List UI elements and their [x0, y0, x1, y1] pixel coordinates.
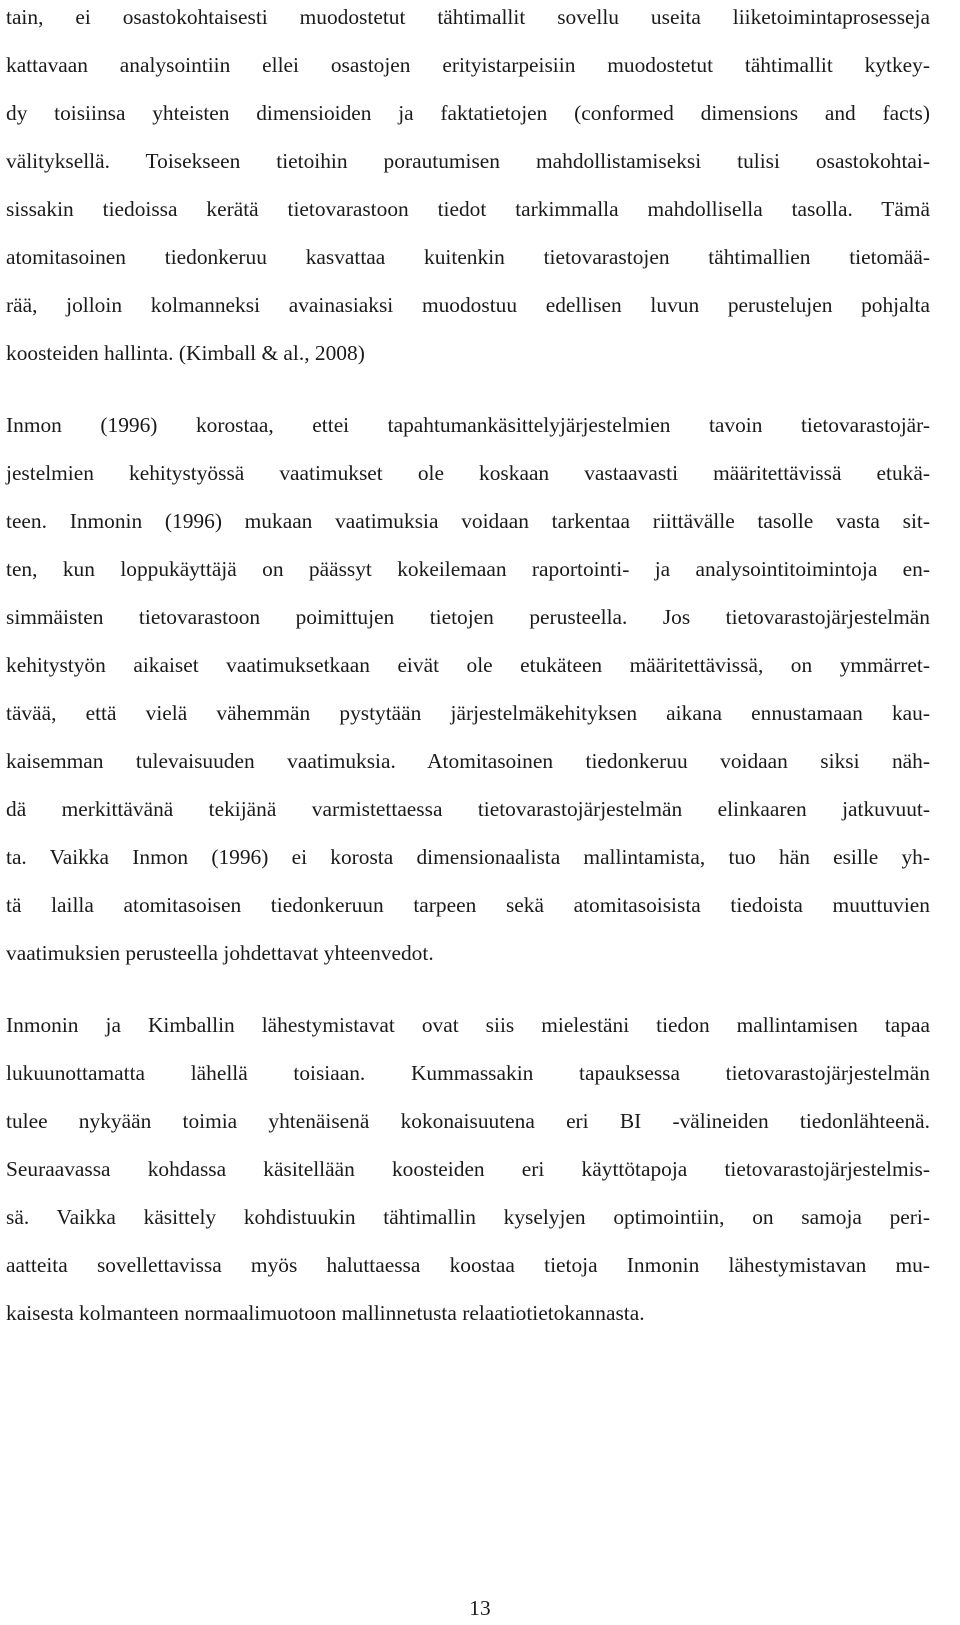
paragraph-2-line-8: kaisemman tulevaisuuden vaatimuksia. Atomitasoinen tiedonkeruu voidaan siksi näh- — [6, 749, 930, 773]
paragraph-1-line-7: rää, jolloin kolmanneksi avainasiaksi muodostuu edellisen luvun perustelujen pohjalta — [6, 293, 930, 317]
paragraph-2-line-11: tä lailla atomitasoisen tiedonkeruun tarpeen sekä atomitasoisista tiedoista muuttuvien — [6, 893, 930, 917]
paragraph-1-line-6: atomitasoinen tiedonkeruu kasvattaa kuitenkin tietovarastojen tähtimallien tietomää- — [6, 245, 930, 269]
paragraph-2-line-2: jestelmien kehitystyössä vaatimukset ole koskaan vastaavasti määritettävissä etukä- — [6, 461, 930, 485]
paragraph-1-line-1: tain, ei osastokohtaisesti muodostetut tähtimallit sovellu useita liiketoimintaprosesseja — [6, 5, 930, 29]
paragraph-1-line-4: välityksellä. Toisekseen tietoihin porautumisen mahdollistamiseksi tulisi osastokohtai- — [6, 149, 930, 173]
paragraph-1-line-8: koosteiden hallinta. (Kimball & al., 2008) — [6, 341, 365, 365]
paragraph-3-line-3: tulee nykyään toimia yhtenäisenä kokonaisuutena eri BI -välineiden tiedonlähteenä. — [6, 1109, 930, 1133]
paragraph-2-line-5: simmäisten tietovarastoon poimittujen tietojen perusteella. Jos tietovarastojärjestelmän — [6, 605, 930, 629]
paragraph-3-line-1: Inmonin ja Kimballin lähestymistavat ovat siis mielestäni tiedon mallintamisen tapaa — [6, 1013, 930, 1037]
paragraph-2-line-4: ten, kun loppukäyttäjä on päässyt kokeilemaan raportointi- ja analysointitoimintoja en- — [6, 557, 930, 581]
paragraph-2-line-10: ta. Vaikka Inmon (1996) ei korosta dimensionaalista mallintamista, tuo hän esille yh- — [6, 845, 930, 869]
paragraph-1-line-2: kattavaan analysointiin ellei osastojen erityistarpeisiin muodostetut tähtimallit kytkey- — [6, 53, 930, 77]
paragraph-1-line-3: dy toisiinsa yhteisten dimensioiden ja faktatietojen (conformed dimensions and facts) — [6, 101, 930, 125]
paragraph-3-line-7: kaisesta kolmanteen normaalimuotoon mallinnetusta relaatiotietokannasta. — [6, 1301, 645, 1325]
paragraph-2-line-1: Inmon (1996) korostaa, ettei tapahtumankäsittelyjärjestelmien tavoin tietovarastojär- — [6, 413, 930, 437]
paragraph-2-line-12: vaatimuksien perusteella johdettavat yhteenvedot. — [6, 941, 434, 965]
paragraph-3-line-2: lukuunottamatta lähellä toisiaan. Kummassakin tapauksessa tietovarastojärjestelmän — [6, 1061, 930, 1085]
paragraph-2-line-9: dä merkittävänä tekijänä varmistettaessa tietovarastojärjestelmän elinkaaren jatkuvuut- — [6, 797, 930, 821]
paragraph-1-line-5: sissakin tiedoissa kerätä tietovarastoon tiedot tarkimmalla mahdollisella tasolla. Tämä — [6, 197, 930, 221]
page-number: 13 — [469, 1596, 491, 1620]
paragraph-2-line-3: teen. Inmonin (1996) mukaan vaatimuksia voidaan tarkentaa riittävälle tasolle vasta sit- — [6, 509, 930, 533]
paragraph-2-line-6: kehitystyön aikaiset vaatimuksetkaan eivät ole etukäteen määritettävissä, on ymmärret- — [6, 653, 930, 677]
paragraph-3-line-4: Seuraavassa kohdassa käsitellään koosteiden eri käyttötapoja tietovarastojärjestelmis- — [6, 1157, 930, 1181]
paragraph-3-line-6: aatteita sovellettavissa myös haluttaessa koostaa tietoja Inmonin lähestymistavan mu- — [6, 1253, 930, 1277]
paragraph-3-line-5: sä. Vaikka käsittely kohdistuukin tähtimallin kyselyjen optimointiin, on samoja peri- — [6, 1205, 930, 1229]
paragraph-2-line-7: tävää, että vielä vähemmän pystytään järjestelmäkehityksen aikana ennustamaan kau- — [6, 701, 930, 725]
